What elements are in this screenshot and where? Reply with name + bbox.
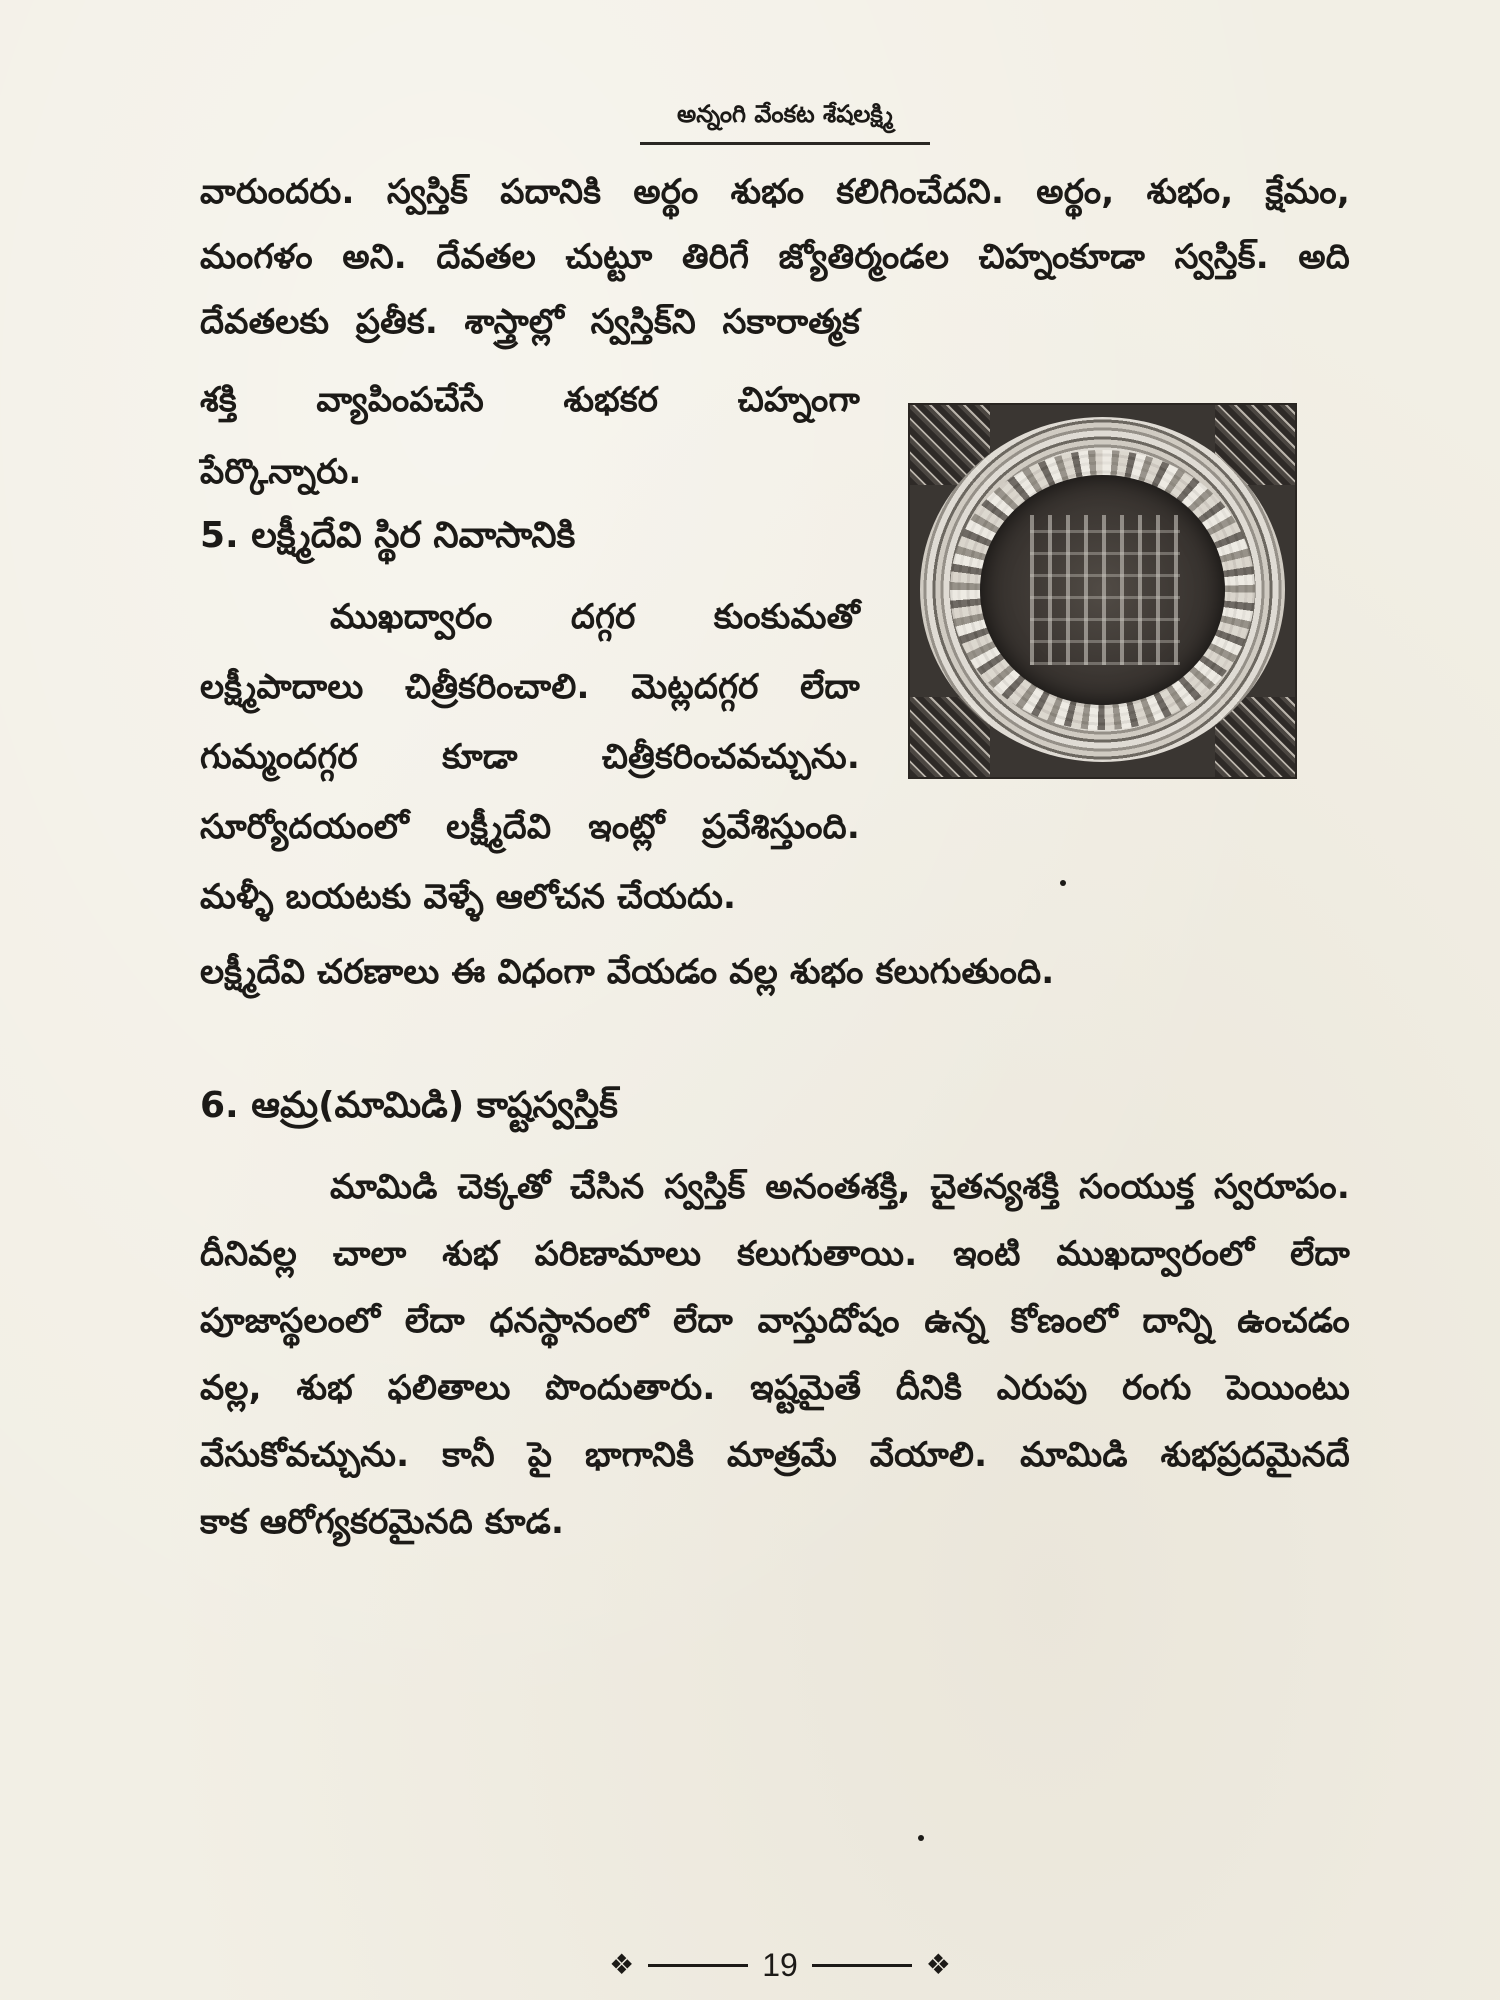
footer-rule bbox=[812, 1964, 912, 1967]
body-line: పూజాస్థలంలో లేదా ధనస్థానంలో లేదా వాస్తుదోషం ఉన్న కోణంలో దాన్ని ఉంచడం bbox=[200, 1301, 1350, 1341]
ornament-icon: ❖ bbox=[925, 1949, 951, 1980]
body-line: సూర్యోదయంలో లక్ష్మీదేవి ఇంట్లో ప్రవేశిస్తుంది. bbox=[200, 807, 860, 847]
page-footer bbox=[590, 1945, 970, 1985]
body-line: మంగళం అని. దేవతల చుట్టూ తిరిగే జ్యోతిర్మండల చిహ్నంకూడా స్వస్తిక్. అది bbox=[200, 237, 1350, 277]
body-line: వేసుకోవచ్చును. కానీ పై భాగానికి మాత్రమే వేయాలి. మామిడి శుభప్రదమైనదే bbox=[200, 1435, 1350, 1475]
body-line: శక్తి వ్యాపింపచేసే శుభకర చిహ్నంగా bbox=[200, 380, 860, 420]
swastik-rangoli-photo bbox=[910, 405, 1295, 777]
body-line: కాక ఆరోగ్యకరమైనది కూడ. bbox=[200, 1502, 565, 1542]
section-heading: 5. లక్ష్మీదేవి స్థిర నివాసానికి bbox=[200, 515, 576, 556]
body-line: వల్ల, శుభ ఫలితాలు పొందుతారు. ఇష్టమైతే దీనికి ఎరుపు రంగు పెయింటు bbox=[200, 1368, 1350, 1408]
body-line: గుమ్మందగ్గర కూడా చిత్రీకరించవచ్చును. bbox=[200, 737, 860, 777]
body-line: ముఖద్వారం దగ్గర కుంకుమతో bbox=[330, 597, 860, 637]
running-header: అన్నంగి వేంకట శేషలక్ష్మి bbox=[640, 100, 930, 145]
section-heading: 6. ఆమ్ర(మామిడి) కాష్టస్వస్తిక్ bbox=[200, 1085, 618, 1126]
body-line: పేర్కొన్నారు. bbox=[200, 452, 362, 492]
body-line: మళ్ళీ బయటకు వెళ్ళే ఆలోచన చేయదు. bbox=[200, 877, 737, 917]
ornament-icon: ❖ bbox=[609, 1949, 635, 1980]
scan-speck bbox=[918, 1835, 924, 1841]
body-line: మామిడి చెక్కతో చేసిన స్వస్తిక్ అనంతశక్తి, చైతన్యశక్తి సంయుక్త స్వరూపం. bbox=[330, 1167, 1350, 1207]
body-line: దీనివల్ల చాలా శుభ పరిణామాలు కలుగుతాయి. ఇంటి ముఖద్వారంలో లేదా bbox=[200, 1234, 1350, 1274]
body-line: వారుందరు. స్వస్తిక్ పదానికి అర్థం శుభం కలిగించేదని. అర్థం, శుభం, క్షేమం, bbox=[200, 172, 1350, 212]
scan-speck bbox=[1060, 880, 1066, 886]
page-number: 19 bbox=[762, 1946, 798, 1983]
body-line: లక్ష్మీపాదాలు చిత్రీకరించాలి. మెట్లదగ్గర లేదా bbox=[200, 667, 860, 707]
body-line: లక్ష్మీదేవి చరణాలు ఈ విధంగా వేయడం వల్ల శుభం కలుగుతుంది. bbox=[200, 952, 1055, 992]
footer-rule bbox=[648, 1964, 748, 1967]
body-line: దేవతలకు ప్రతీక. శాస్త్రాల్లో స్వస్తిక్‌ని సకారాత్మక bbox=[200, 302, 860, 342]
